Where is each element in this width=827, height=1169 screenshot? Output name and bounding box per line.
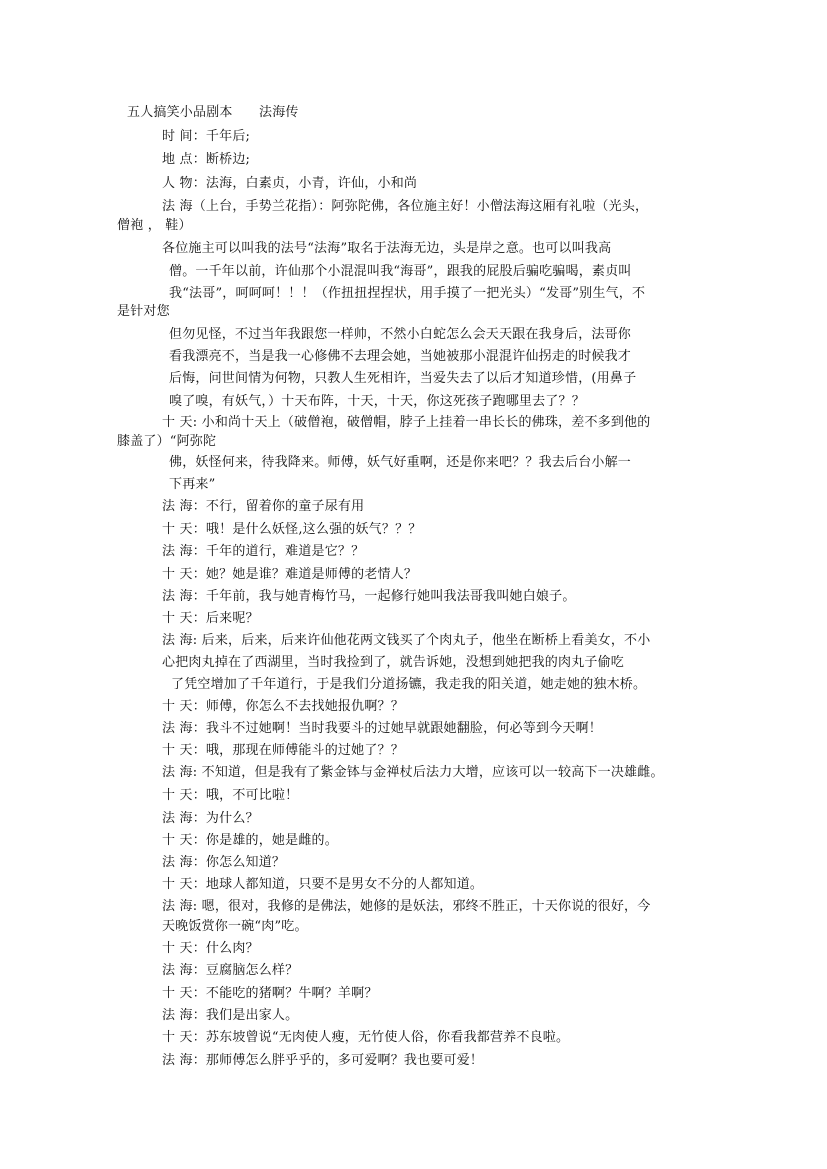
script-line: 法 海：千年的道行，难道是它？？ (162, 544, 365, 559)
script-line: 心把肉丸掉在了西湖里，当时我捡到了，就告诉她，没想到她把我的肉丸子偷吃 (162, 655, 625, 670)
script-line: 十 天：苏东坡曾说“无肉使人瘦，无竹使人俗，你看我都营养不良啦。 (162, 1030, 570, 1045)
script-line: 法 海：为什么？ (162, 811, 259, 826)
script-line: 十 天：哦，那现在师傅能斗的过她了？？ (162, 743, 404, 758)
script-line: 法 海：我斗不过她啊！当时我要斗的过她早就跟她翻脸，何必等到今天啊！ (162, 721, 602, 736)
script-line: 十 天：你是雄的，她是雌的。 (162, 833, 338, 848)
script-line: 法 海：不行，留着你的童子尿有用 (162, 499, 365, 514)
script-line: 了凭空增加了千年道行，于是我们分道扬镳，我走我的阳关道，她走她的独木桥。 (171, 677, 647, 692)
script-line: 后悔，问世间情为何物，只教人生死相许，当爱失去了以后才知道珍惜，(用鼻子 (169, 371, 637, 386)
script-line: 十 天：什么肉？ (162, 941, 259, 956)
script-line: 是针对您 (117, 304, 170, 319)
script-line: 僧袍 ， 鞋） (117, 218, 192, 233)
script-line: 各位施主可以叫我的法号“法海”取名于法海无边，头是岸之意。也可以叫我高 (162, 241, 612, 256)
script-line: 我“法哥”，呵呵呵！！！（作扭扭捏捏状，用手摸了一把光头）“发哥”别生气，不 (169, 286, 646, 301)
script-line: 地 点：断桥边; (162, 152, 251, 167)
script-line: 看我漂亮不，当是我一心修佛不去理会她，当她被那小混混许仙拐走的时候我才 (169, 349, 632, 364)
script-line: 法 海：我们是出家人。 (162, 1008, 299, 1023)
script-line: 下再来” (169, 477, 216, 492)
script-line: 僧。一千年以前，许仙那个小混混叫我“海哥”，跟我的屁股后骗吃骗喝，素贞叫 (169, 264, 632, 279)
script-line: 法 海: 不知道，但是我有了紫金钵与金禅杖后法力大增，应该可以一较高下一决雄雌。 (162, 765, 664, 780)
script-line: 但勿见怪，不过当年我跟您一样帅，不然小白蛇怎么会天天跟在我身后，法哥你 (169, 327, 632, 342)
script-line: 十 天：地球人都知道，只要不是男女不分的人都知道。 (162, 877, 484, 892)
script-line: 十 天：师傅，你怎么不去找她报仇啊？？ (162, 699, 404, 714)
script-line: 十 天：后来呢？ (162, 611, 259, 626)
script-line: 法 海：豆腐脑怎么样？ (162, 963, 299, 978)
script-line: 法 海：那师傅怎么胖乎乎的，多可爱啊？我也要可爱！ (162, 1053, 484, 1068)
script-line: 十 天：不能吃的猪啊？牛啊？羊啊？ (162, 986, 378, 1001)
script-line: 十 天：哦，不可比啦！ (162, 788, 299, 803)
script-line: 天晚饭赏你一碗“肉”吃。 (162, 919, 308, 934)
script-line: 法 海: 后来，后来，后来许仙他花两文钱买了个肉丸子，他坐在断桥上看美女，不小 (162, 633, 651, 648)
script-line: 时 间：千年后; (162, 129, 251, 144)
document-title: 五人搞笑小品剧本 法海传 (127, 105, 299, 120)
script-line: 佛，妖怪何来，待我降来。师傅，妖气好重啊，还是你来吧？？我去后台小解一 (169, 455, 632, 470)
script-line: 嗅了嗅，有妖气，）十天布阵，十天，十天，你这死孩子跑哪里去了？？ (169, 394, 585, 409)
script-line: 法 海（上台，手势兰花指）：阿弥陀佛，各位施主好！小僧法海这厢有礼啦（光头， (162, 199, 649, 214)
script-line: 法 海：千年前，我与她青梅竹马，一起修行她叫我法哥我叫她白娘子。 (162, 589, 576, 604)
script-line: 法 海: 嗯，很对，我修的是佛法，她修的是妖法，邪终不胜正，十天你说的很好，今 (162, 899, 651, 914)
script-line: 十 天: 小和尚十天上（破僧袍，破僧帽，脖子上挂着一串长长的佛珠，差不多到他的 (162, 415, 651, 430)
script-line: 法 海：你怎么知道？ (162, 855, 286, 870)
script-line: 膝盖了）“阿弥陀 (117, 434, 217, 449)
script-line: 十 天：哦！是什么妖怪,这么强的妖气？？？ (162, 522, 422, 537)
script-line: 十 天：她？她是谁？难道是师傅的老情人？ (162, 567, 418, 582)
script-line: 人 物：法海，白素贞，小青，许仙，小和尚 (162, 176, 418, 191)
